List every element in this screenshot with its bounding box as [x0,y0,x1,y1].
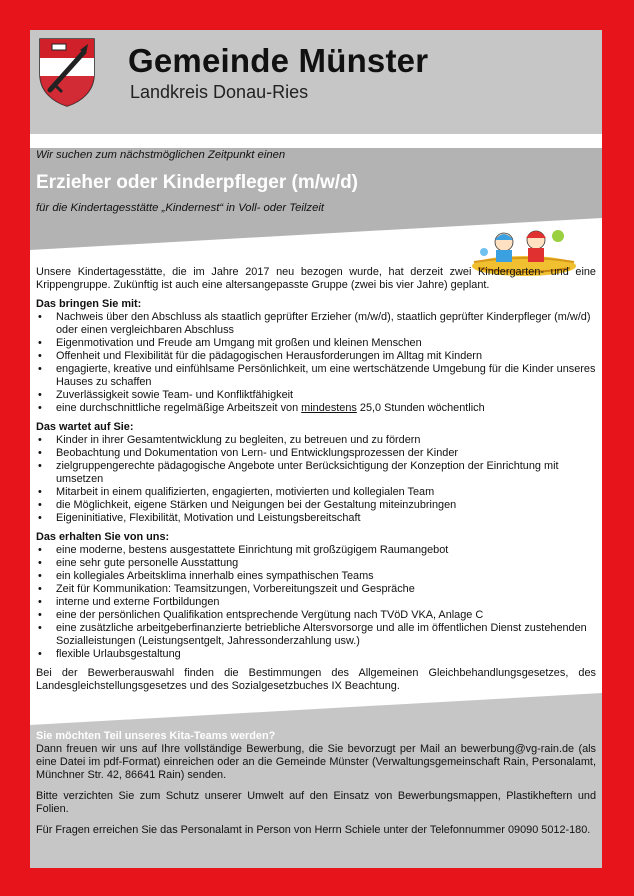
list-item: • die Möglichkeit, eigene Stärken und Neigungen bei der Gestaltung miteinzubringen [36,499,596,512]
job-subtitle: für die Kindertagesstätte „Kindernest“ in Voll- oder Teilzeit [36,202,325,214]
list-item: • Eigenmotivation und Freude am Umgang mit großen und kleinen Menschen [36,337,596,350]
job-posting-page [30,30,602,868]
list-item: • interne und externe Fortbildungen [36,596,596,609]
list-item: • eine zusätzliche arbeitgeberfinanzierte betriebliche Altersvorsorge und alle im öffentlichen Dienst zustehenden Sozialleistungen (Leistungsentgelt, Jahressonderzahlung usw.) [36,622,596,648]
list-item [36,402,596,415]
list-item: • Nachweis über den Abschluss als staatlich geprüfter Erzieher (m/w/d), staatlich geprüfter Kinderpfleger (m/w/d) oder einen vergleichbaren Abschluss [36,311,596,337]
footer [36,730,596,845]
list-item: • eine der persönlichen Qualifikation entsprechende Vergütung nach TVöD VKA, Anlage C [36,609,596,622]
job-title: Erzieher oder Kinderpfleger (m/w/d) [36,172,358,193]
list-item-text: 25,0 Stunden wöchentlich [356,402,485,414]
list-item: • eine moderne, bestens ausgestattete Einrichtung mit großzügigem Raumangebot [36,544,596,557]
intro-line: Wir suchen zum nächstmöglichen Zeitpunkt einen [36,149,286,161]
contact-paragraph: Für Fragen erreichen Sie das Personalamt in Person von Herrn Schiele unter der Telefonnummer 09090 5012-180. [36,824,591,836]
section-heading-await: Das wartet auf Sie: [36,421,134,433]
list-item: • Zuverlässigkeit sowie Team- und Konfliktfähigkeit [36,389,596,402]
list-item: • flexible Urlaubsgestaltung [36,648,596,661]
header [30,30,602,134]
list-item-text: eine durchschnittliche regelmäßige Arbeitszeit von [56,402,302,414]
page-subtitle: Landkreis Donau-Ries [130,82,309,102]
list-item: • Eigeninitiative, Flexibilität, Motivation und Leistungsbereitschaft [36,512,596,525]
underlined-text: mindestens [301,402,357,414]
list-item: • Mitarbeit in einem qualifizierten, engagierten, motivierten und kollegialen Team [36,486,596,499]
await-list [36,434,596,525]
list-item: • eine sehr gute personelle Ausstattung [36,557,596,570]
bring-list [36,311,596,415]
list-item: • Kinder in ihrer Gesamtentwicklung zu begleiten, zu betreuen und zu fördern [36,434,596,447]
section-heading-receive: Das erhalten Sie von uns: [36,531,170,543]
intro-paragraph: Unsere Kindertagesstätte, die im Jahre 2017 neu bezogen wurde, hat derzeit zwei Kindergarten- und eine Krippengruppe. Zukünftig ist auch eine altersangepasste Gruppe (zwei bis vier Jahre) geplant. [36,266,596,291]
footer-heading: Sie möchten Teil unseres Kita-Teams werden? [36,730,276,742]
equality-paragraph: Bei der Bewerberauswahl finden die Bestimmungen des Allgemeinen Gleichbehandlungsgesetzes, des Landesgleichstellungsgesetzes und des Sozialgesetzbuches IX Beachtung. [36,667,596,692]
list-item: • Offenheit und Flexibilität für die pädagogischen Herausforderungen im Alltag mit Kindern [36,350,596,363]
list-item: • Beobachtung und Dokumentation von Lern- und Entwicklungsprozessen der Kinder [36,447,596,460]
list-item: • zielgruppengerechte pädagogische Angebote unter Berücksichtigung der Konzeption der Einrichtung mit umsetzen [36,460,596,486]
page-title: Gemeinde Münster [128,42,429,79]
section-heading-bring: Das bringen Sie mit: [36,298,142,310]
apply-paragraph: Dann freuen wir uns auf Ihre vollständige Bewerbung, die Sie bevorzugt per Mail an bewerbung@vg-rain.de (als eine Datei im pdf-Format) einreichen oder an die Gemeinde Münster (Verwaltungsgemeinschaft Rain, Personalamt, Münchner Str. 42, 86641 Rain) senden. [36,743,596,781]
environment-paragraph: Bitte verzichten Sie zum Schutz unserer Umwelt auf den Einsatz von Bewerbungsmappen, Plastikheftern und Folien. [36,790,596,815]
coat-of-arms-icon [36,36,98,108]
list-item: • engagierte, kreative und einfühlsame Persönlichkeit, um eine wertschätzende Umgebung für die Kinder unseres Hauses zu schaffen [36,363,596,389]
list-item: • ein kollegiales Arbeitsklima innerhalb eines sympathischen Teams [36,570,596,583]
receive-list [36,544,596,661]
body-text [36,266,596,699]
list-item: • Zeit für Kommunikation: Teamsitzungen, Vorbereitungszeit und Gespräche [36,583,596,596]
